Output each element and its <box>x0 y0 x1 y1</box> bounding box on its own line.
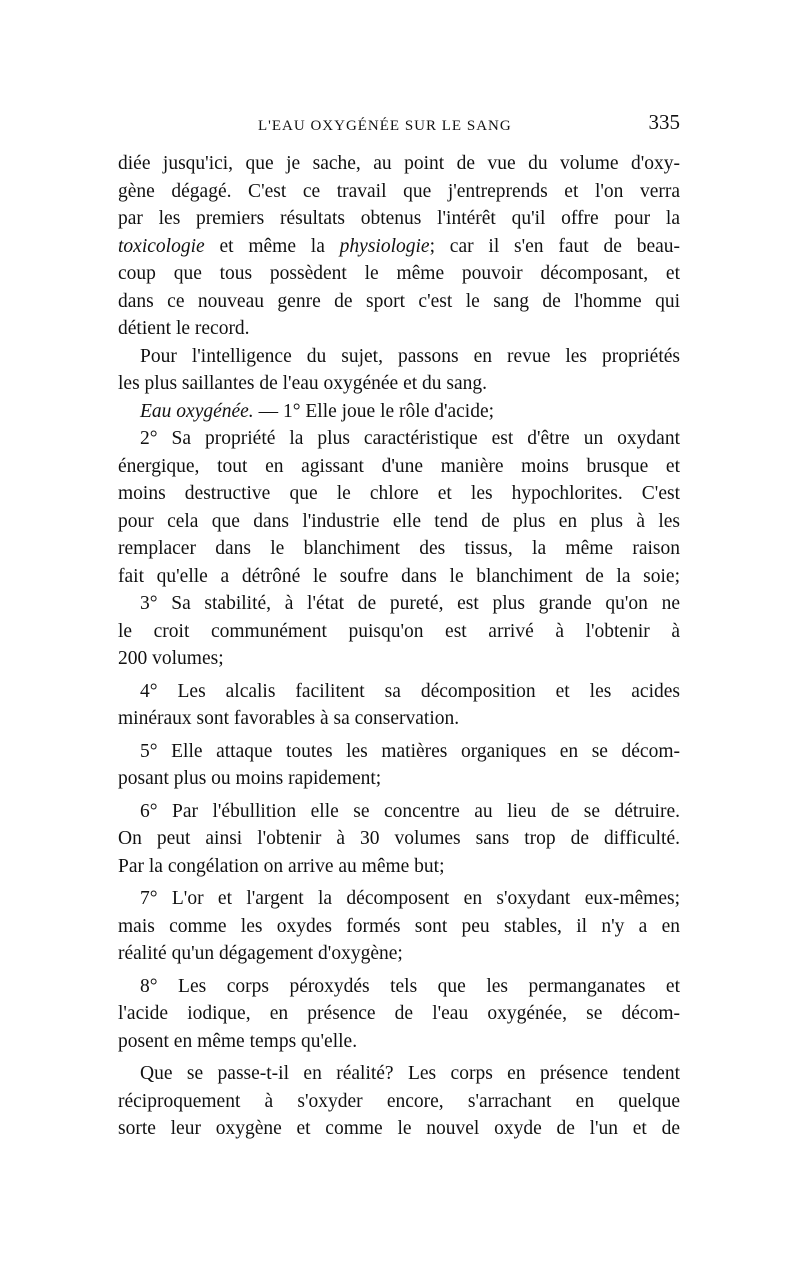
text-line: Eau oxygénée. — 1° Elle joue le rôle d'acide; <box>140 400 495 422</box>
text-line: Par la congélation on arrive au même but; <box>118 855 445 877</box>
text-line: Pour l'intelligence du sujet, passons en revue les propriétés <box>140 345 680 367</box>
page-header <box>118 110 680 150</box>
text-line: mais comme les oxydes formés sont peu stables, il n'y a en <box>118 915 680 937</box>
running-title: L'EAU OXYGÉNÉE SUR LE SANG <box>258 118 512 134</box>
body-text <box>118 150 680 1143</box>
text-line: gène dégagé. C'est ce travail que j'entreprends et l'on verra <box>118 180 680 202</box>
text-line: l'acide iodique, en présence de l'eau oxygénée, se décom- <box>118 1003 680 1024</box>
text-line: 5° Elle attaque toutes les matières organiques en se décom- <box>140 740 680 762</box>
text-line: moins destructive que le chlore et les hypochlorites. C'est <box>118 483 680 504</box>
text-line: détient le record. <box>118 318 250 339</box>
text-line: coup que tous possèdent le même pouvoir décomposant, et <box>118 263 680 284</box>
text-line: 3° Sa stabilité, à l'état de pureté, est plus grande qu'on ne <box>140 593 680 614</box>
page-number: 335 <box>648 110 680 134</box>
text-line: réalité qu'un dégagement d'oxygène; <box>118 943 403 964</box>
text-line: fait qu'elle a détrôné le soufre dans le blanchiment de la soie; <box>118 565 680 587</box>
text-line: 4° Les alcalis facilitent sa décomposition et les acides <box>140 680 680 702</box>
text-line: 2° Sa propriété la plus caractéristique est d'être un oxydant <box>140 428 680 449</box>
text-line: énergique, tout en agissant d'une manière moins brusque et <box>118 455 680 477</box>
text-line: 6° Par l'ébullition elle se concentre au lieu de se détruire. <box>140 800 680 822</box>
text-line: minéraux sont favorables à sa conservation. <box>118 708 460 729</box>
text-line: diée jusqu'ici, que je sache, au point de vue du volume d'oxy- <box>118 153 680 174</box>
text-line: Que se passe-t-il en réalité? Les corps en présence tendent <box>140 1063 680 1084</box>
text-line: toxicologie et même la physiologie; car il s'en faut de beau- <box>118 235 681 257</box>
book-page <box>118 110 680 1143</box>
text-line: 8° Les corps péroxydés tels que les permanganates et <box>140 975 680 997</box>
text-line: réciproquement à s'oxyder encore, s'arrachant en quelque <box>118 1090 680 1112</box>
text-line: le croit communément puisqu'on est arrivé à l'obtenir à <box>118 620 680 642</box>
text-line: par les premiers résultats obtenus l'intérêt qu'il offre pour la <box>118 208 680 229</box>
text-line: dans ce nouveau genre de sport c'est le sang de l'homme qui <box>118 290 680 312</box>
text-line: posant plus ou moins rapidement; <box>118 768 382 789</box>
text-line: 200 volumes; <box>118 648 224 669</box>
text-line: les plus saillantes de l'eau oxygénée et du sang. <box>118 373 488 394</box>
text-line: remplacer dans le blanchiment des tissus, la même raison <box>118 538 680 559</box>
text-line: sorte leur oxygène et comme le nouvel oxyde de l'un et de <box>118 1118 680 1139</box>
text-line: posent en même temps qu'elle. <box>118 1030 358 1052</box>
text-line: On peut ainsi l'obtenir à 30 volumes sans trop de difficulté. <box>118 828 680 849</box>
text-line: pour cela que dans l'industrie elle tend de plus en plus à les <box>118 510 680 532</box>
text-line: 7° L'or et l'argent la décomposent en s'oxydant eux-mêmes; <box>140 888 680 909</box>
